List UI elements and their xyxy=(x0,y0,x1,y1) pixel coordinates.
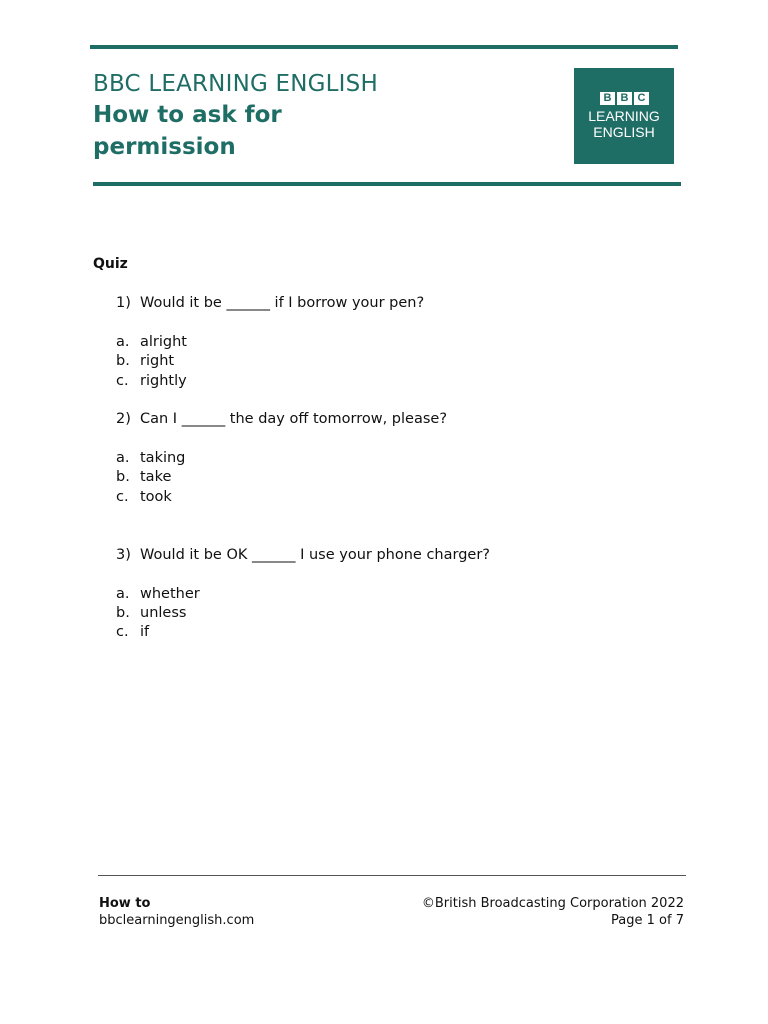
bbc-block-b1: B xyxy=(600,92,615,105)
footer-right xyxy=(422,895,684,929)
title-line-1: How to ask for xyxy=(93,102,282,128)
option-letter: a. xyxy=(116,450,130,466)
option-letter: b. xyxy=(116,353,130,369)
option-text: taking xyxy=(140,450,186,466)
option-text: alright xyxy=(140,334,187,350)
option-letter: b. xyxy=(116,469,130,485)
option-letter: a. xyxy=(116,586,130,602)
footer-rule xyxy=(98,875,686,876)
header-top-rule xyxy=(90,45,678,49)
footer-left xyxy=(99,895,254,929)
option-text: rightly xyxy=(140,373,187,389)
option-letter: c. xyxy=(116,373,129,389)
bbc-block-b2: B xyxy=(617,92,632,105)
option-letter: b. xyxy=(116,605,130,621)
question-text: Can I ______ the day off tomorrow, please? xyxy=(140,411,448,427)
option-letter: a. xyxy=(116,334,130,350)
logo-line-english: ENGLISH xyxy=(593,124,655,140)
question-number: 2) xyxy=(116,411,131,427)
logo-line-learning: LEARNING xyxy=(588,108,660,124)
footer-section: How to xyxy=(99,896,151,911)
bbc-learning-english-logo xyxy=(574,68,674,164)
bbc-block-c: C xyxy=(634,92,649,105)
option-text: whether xyxy=(140,586,200,602)
question-number: 1) xyxy=(116,295,131,311)
brand-name: BBC LEARNING ENGLISH xyxy=(93,71,378,97)
option-text: unless xyxy=(140,605,187,621)
option-letter: c. xyxy=(116,489,129,505)
page-number: Page 1 of 7 xyxy=(611,913,684,928)
bbc-blocks xyxy=(600,92,649,105)
option-letter: c. xyxy=(116,624,129,640)
question-text: Would it be OK ______ I use your phone charger? xyxy=(140,547,490,563)
option-text: if xyxy=(140,624,150,640)
quiz-heading: Quiz xyxy=(93,256,128,272)
option-text: right xyxy=(140,353,175,369)
question-text: Would it be ______ if I borrow your pen? xyxy=(140,295,425,311)
page-title xyxy=(93,99,282,163)
option-text: took xyxy=(140,489,172,505)
footer-copyright: ©British Broadcasting Corporation 2022 xyxy=(421,896,684,911)
question-number: 3) xyxy=(116,547,131,563)
title-line-2: permission xyxy=(93,134,236,160)
option-text: take xyxy=(140,469,172,485)
footer-website: bbclearningenglish.com xyxy=(99,913,255,928)
header-bottom-rule xyxy=(93,182,681,186)
